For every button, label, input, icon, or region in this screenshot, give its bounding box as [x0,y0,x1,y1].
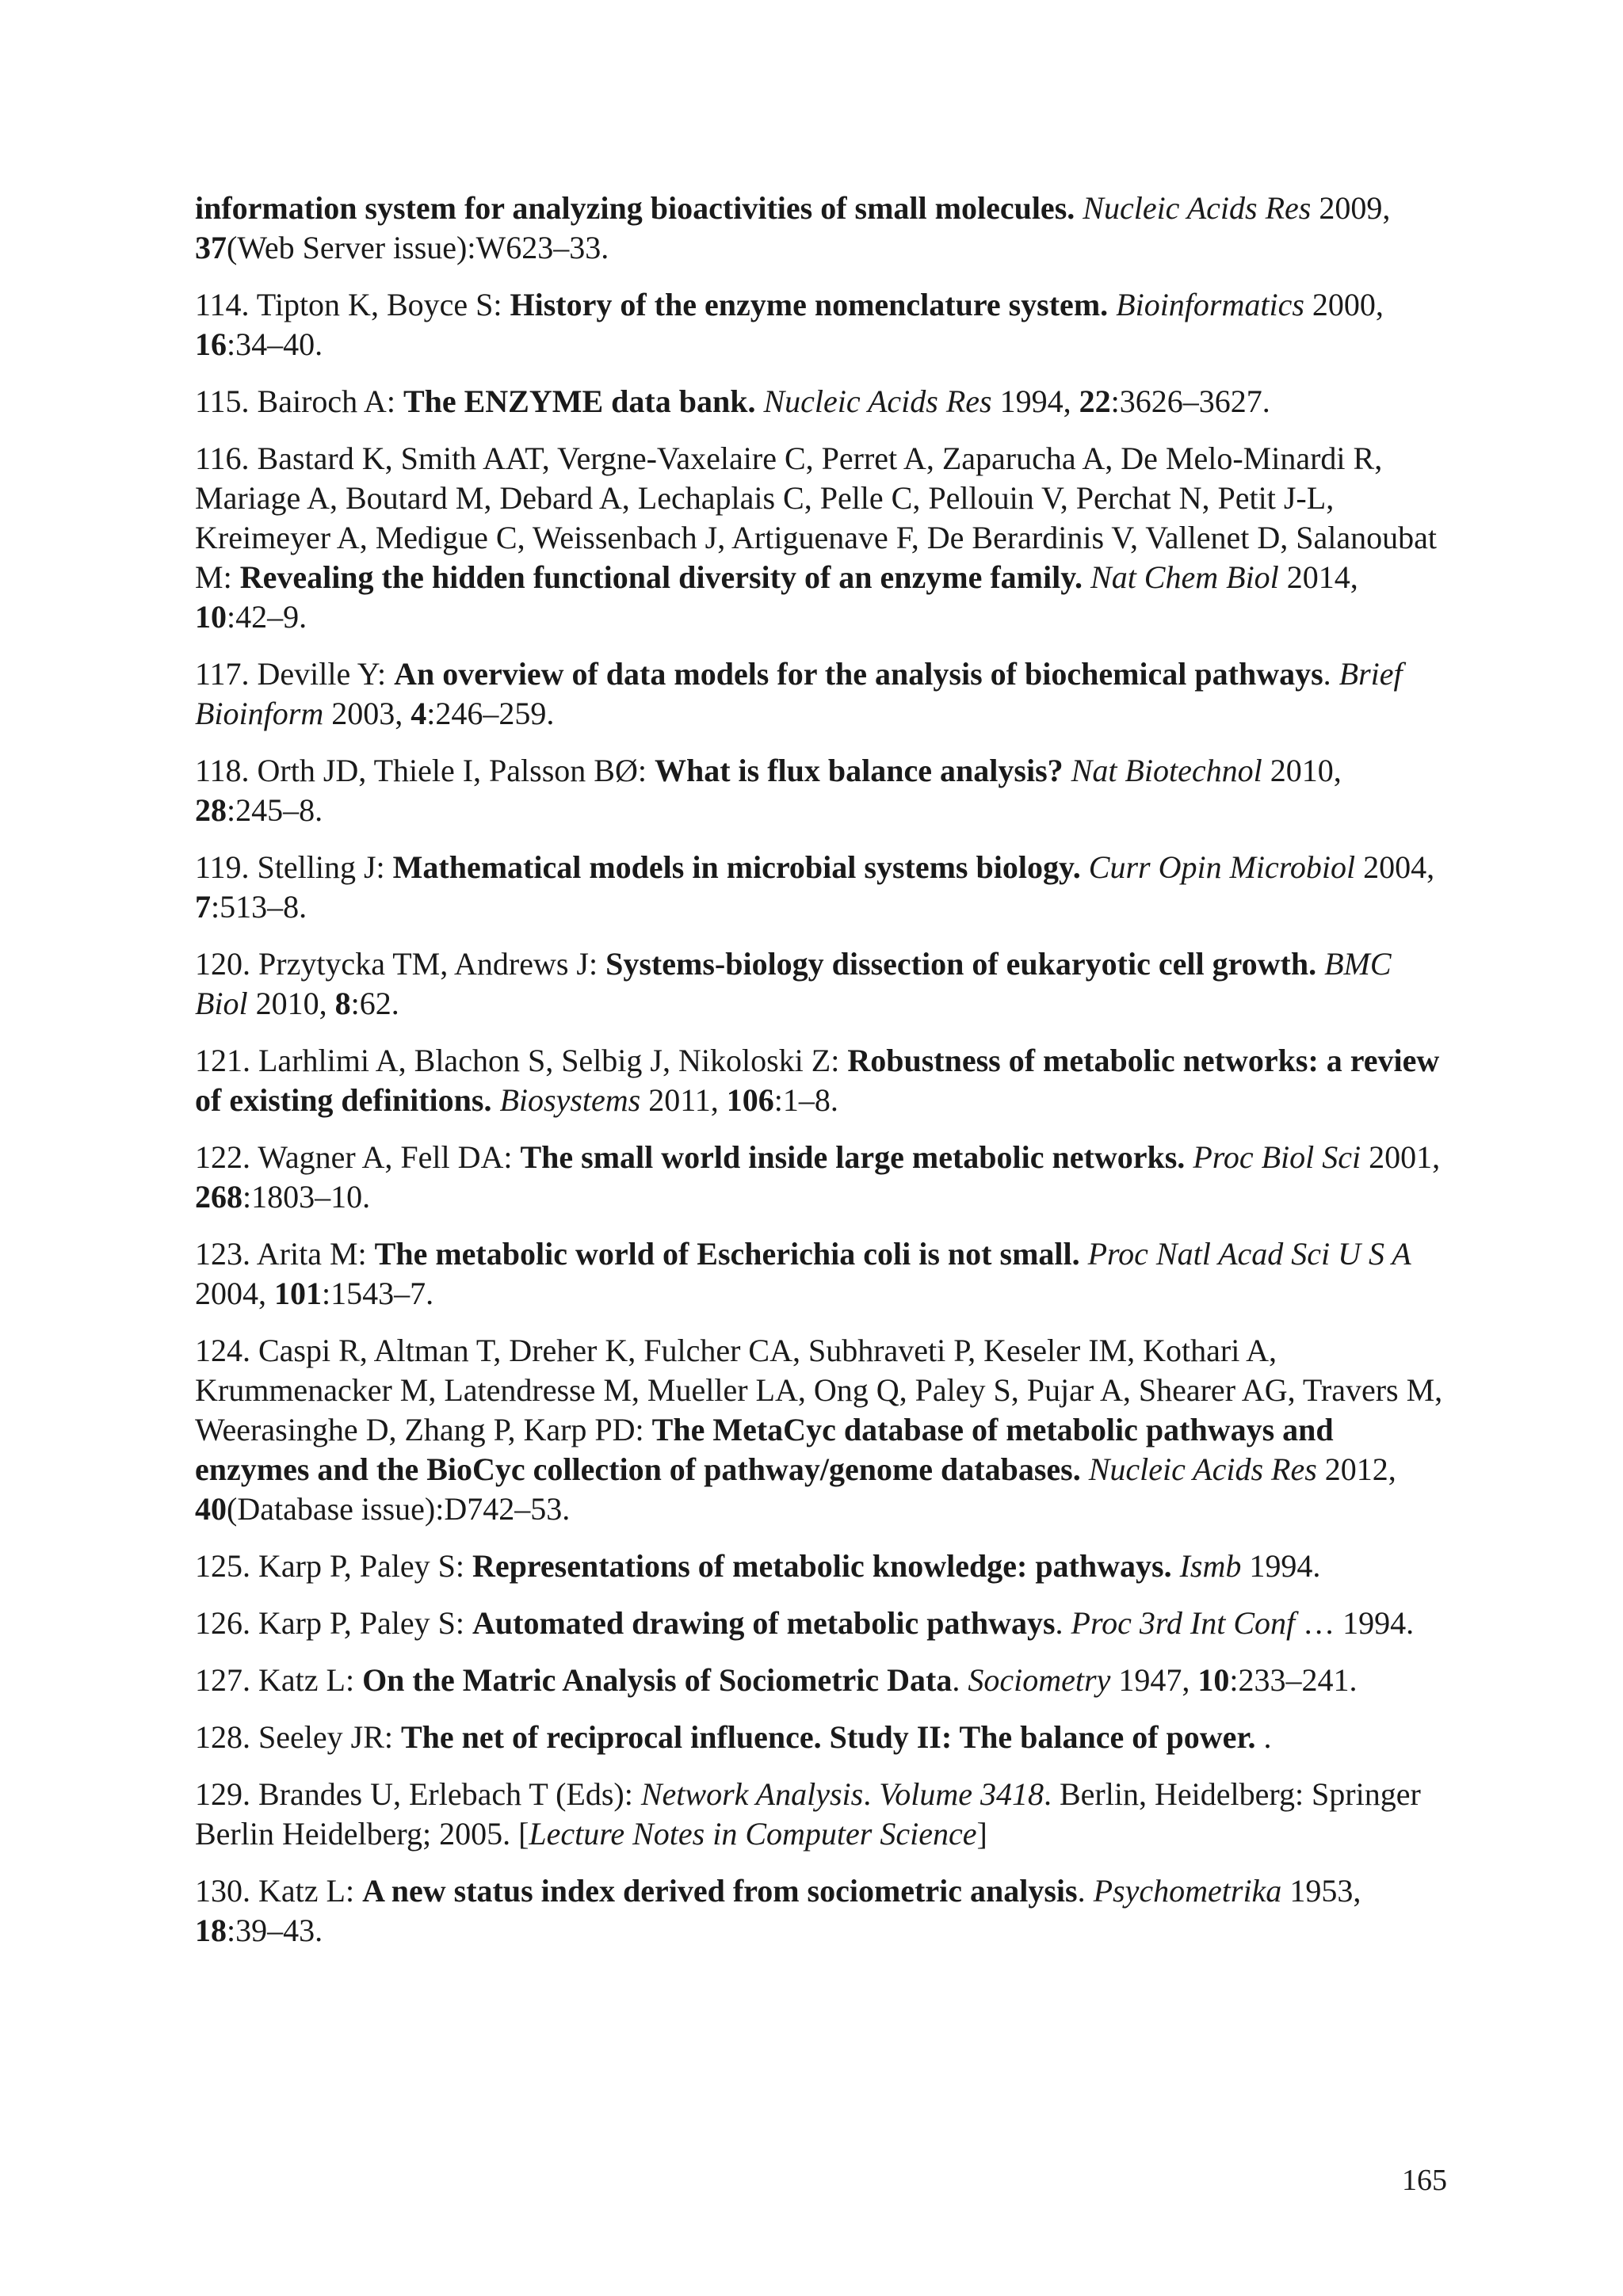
reference-item: 129. Brandes U, Erlebach T (Eds): Network Analysis. Volume 3418. Berlin, Heidelberg: Springer Berlin Heidelberg; 2005. [Lecture Notes in Computer Science] [195,1776,1421,1852]
reference-title: The MetaCyc database of metabolic pathways and enzymes and the BioCyc collection of pathway/genome databases. [195,1412,1334,1487]
reference-item [195,1331,1447,1529]
reference-volume: 28 [195,792,227,828]
reference-authors: Bairoch A: [257,383,395,419]
reference-volume: 101 [274,1276,322,1311]
reference-number: 127. [195,1662,250,1698]
reference-pages: :34–40. [227,326,323,362]
reference-pages: :1803–10. [242,1179,371,1215]
reference-number: 116. [195,441,250,476]
reference-number: 126. [195,1605,250,1641]
reference-number: 115. [195,383,250,419]
reference-volume: 22 [1079,383,1111,419]
reference-number: 114. [195,287,250,322]
reference-number: 123. [195,1236,250,1272]
reference-pages: :1–8. [773,1082,838,1118]
reference-journal: Brief Bioinform [195,656,1403,731]
reference-volume: 40 [195,1491,227,1527]
reference-journal: Nat Chem Biol [1090,559,1279,595]
reference-number: 118. [195,753,250,788]
reference-title: Robustness of metabolic networks: a review of existing definitions. [195,1043,1440,1118]
reference-pages: . [1263,1719,1272,1755]
reference-journal: Curr Opin Microbiol [1088,849,1356,885]
reference-volume: 16 [195,326,227,362]
reference-pages: :1543–7. [322,1276,434,1311]
reference-number: 128. [195,1719,250,1755]
reference-title: History of the enzyme nomenclature system. [510,287,1109,322]
reference-title: On the Matric Analysis of Sociometric Data [362,1662,953,1698]
reference-authors: Tipton K, Boyce S: [256,287,502,322]
reference-volume: 8 [334,986,351,1021]
reference-item [195,189,1447,268]
reference-pages: :62. [350,986,399,1021]
reference-volume: 106 [726,1082,774,1118]
reference-number: 125. [195,1548,250,1584]
reference-authors: Caspi R, Altman T, Dreher K, Fulcher CA, Subhraveti P, Keseler IM, Kothari A, Krummenacker M, Latendresse M, Mueller LA, Ong Q, Paley S, Pujar A, Shearer AG, Travers M, Weerasinghe D, Zhang P, Karp PD: [195,1333,1443,1447]
reference-book-title: Network Analysis [640,1776,864,1812]
reference-item [195,1234,1447,1314]
reference-journal: Nucleic Acids Res [763,383,992,419]
reference-authors: Stelling J: [257,849,385,885]
reference-authors: Orth JD, Thiele I, Palsson BØ: [257,753,647,788]
reference-pages: (Database issue):D742–53. [227,1491,571,1527]
reference-title: The ENZYME data bank. [403,383,756,419]
reference-authors: Brandes U, Erlebach T (Eds): [258,1776,633,1812]
reference-title: Revealing the hidden functional diversity of an enzyme family. [239,559,1083,595]
reference-journal: Nucleic Acids Res [1083,190,1312,226]
reference-journal: Proc 3rd Int Conf [1071,1605,1296,1641]
reference-authors: Deville Y: [257,656,387,692]
reference-year: 2004, [1363,849,1435,885]
reference-pages: :513–8. [211,889,307,925]
reference-year: 1953, [1289,1873,1361,1909]
reference-pages: :245–8. [227,792,323,828]
reference-pages: :246–259. [426,696,555,731]
reference-volume: 37 [195,230,227,265]
reference-item: 126. Karp P, Paley S: Automated drawing of metabolic pathways. Proc 3rd Int Conf … 1994. [195,1605,1415,1641]
reference-year: … 1994. [1303,1605,1415,1641]
reference-year: 2011, [648,1082,719,1118]
reference-item: 127. Katz L: On the Matric Analysis of Sociometric Data. Sociometry 1947, 10:233–241. [195,1662,1358,1698]
reference-title: The net of reciprocal influence. Study II: The balance of power. [400,1719,1256,1755]
reference-authors: Karp P, Paley S: [258,1548,464,1584]
reference-year: 1994, [999,383,1071,419]
reference-authors: Arita M: [256,1236,367,1272]
reference-year: 2009, [1319,190,1391,226]
reference-volume: 7 [195,889,211,925]
reference-pages: :233–241. [1229,1662,1358,1698]
reference-title: An overview of data models for the analysis of biochemical pathways [394,656,1323,692]
reference-authors: Karp P, Paley S: [258,1605,464,1641]
reference-journal: Sociometry [968,1662,1111,1698]
reference-item [195,439,1447,637]
reference-item [195,1718,1447,1757]
reference-item [195,751,1447,830]
reference-pages: :42–9. [227,599,307,635]
reference-number: 122. [195,1139,250,1175]
reference-journal: Proc Natl Acad Sci U S A [1087,1236,1411,1272]
reference-item: 117. Deville Y: An overview of data models for the analysis of biochemical pathways. Brief Bioinform 2003, 4:246–259. [195,656,1403,731]
reference-authors: Bastard K, Smith AAT, Vergne-Vaxelaire C, Perret A, Zaparucha A, De Melo-Minardi R, Mariage A, Boutard M, Debard A, Lechaplais C, Pelle C, Pellouin V, Perchat N, Petit J-L, Kreimeyer A, Medigue C, Weissenbach J, Artiguenave F, De Berardinis V, Vallenet D, Salanoubat M: [195,441,1437,595]
reference-authors: Larhlimi A, Blachon S, Selbig J, Nikoloski Z: [258,1043,840,1078]
reference-title: A new status index derived from sociometric analysis [362,1873,1078,1909]
reference-journal: Proc Biol Sci [1193,1139,1361,1175]
reference-pages: :3626–3627. [1110,383,1270,419]
reference-year: 2004, [195,1276,266,1311]
reference-series: Lecture Notes in Computer Science [529,1816,977,1852]
reference-item [195,382,1447,421]
reference-year: 2010, [255,986,327,1021]
reference-title: What is flux balance analysis? [654,753,1064,788]
reference-volume: 18 [195,1913,227,1948]
reference-journal: Bioinformatics [1116,287,1304,322]
reference-number: 124. [195,1333,250,1368]
reference-closing: ] [976,1816,987,1852]
reference-authors: Katz L: [258,1662,355,1698]
reference-year: 2010, [1270,753,1342,788]
reference-journal: Nat Biotechnol [1071,753,1262,788]
reference-item [195,944,1447,1024]
reference-item: 130. Katz L: A new status index derived from sociometric analysis. Psychometrika 1953, 18:39–43. [195,1873,1361,1948]
reference-year: 1947, [1118,1662,1190,1698]
reference-volume: 10 [1197,1662,1230,1698]
reference-number: 120. [195,946,250,982]
reference-number: 130. [195,1873,250,1909]
reference-journal: Psychometrika [1093,1873,1282,1909]
reference-journal: Ismb [1179,1548,1242,1584]
reference-volume-label: Volume 3418 [879,1776,1044,1812]
reference-title: Mathematical models in microbial systems biology. [392,849,1081,885]
reference-number: 119. [195,849,250,885]
reference-publisher: Berlin, Heidelberg: Springer Berlin Heidelberg; 2005. [ [195,1776,1421,1852]
reference-item [195,1547,1447,1586]
reference-item [195,1041,1447,1120]
reference-year: 2000, [1312,287,1384,322]
reference-title: Automated drawing of metabolic pathways [472,1605,1056,1641]
reference-pages: :39–43. [227,1913,323,1948]
reference-volume: 268 [195,1179,242,1215]
reference-authors: Seeley JR: [258,1719,393,1755]
reference-year: 2014, [1286,559,1358,595]
reference-item [195,1138,1447,1217]
reference-journal: BMC Biol [195,946,1392,1021]
reference-pages: (Web Server issue):W623–33. [227,230,609,265]
reference-year: 2012, [1324,1451,1396,1487]
reference-number: 117. [195,656,250,692]
reference-journal: Nucleic Acids Res [1088,1451,1317,1487]
reference-year: 1994. [1249,1548,1321,1584]
reference-item [195,285,1447,364]
reference-number: 121. [195,1043,250,1078]
reference-volume: 10 [195,599,227,635]
reference-title: The small world inside large metabolic networks. [520,1139,1186,1175]
reference-item [195,848,1447,927]
reference-authors: Wagner A, Fell DA: [258,1139,513,1175]
reference-journal: Biosystems [499,1082,641,1118]
reference-title: Systems-biology dissection of eukaryotic cell growth. [605,946,1317,982]
reference-title: The metabolic world of Escherichia coli is not small. [374,1236,1080,1272]
reference-list [195,189,1447,1968]
reference-authors: Katz L: [258,1873,355,1909]
reference-title: Representations of metabolic knowledge: pathways. [472,1548,1172,1584]
page-number: 165 [1402,2164,1447,2197]
reference-volume: 4 [411,696,427,731]
reference-authors: Przytycka TM, Andrews J: [258,946,598,982]
reference-year: 2003, [331,696,403,731]
reference-year: 2001, [1369,1139,1441,1175]
reference-title: information system for analyzing bioactivities of small molecules. [195,190,1075,226]
reference-number: 129. [195,1776,250,1812]
